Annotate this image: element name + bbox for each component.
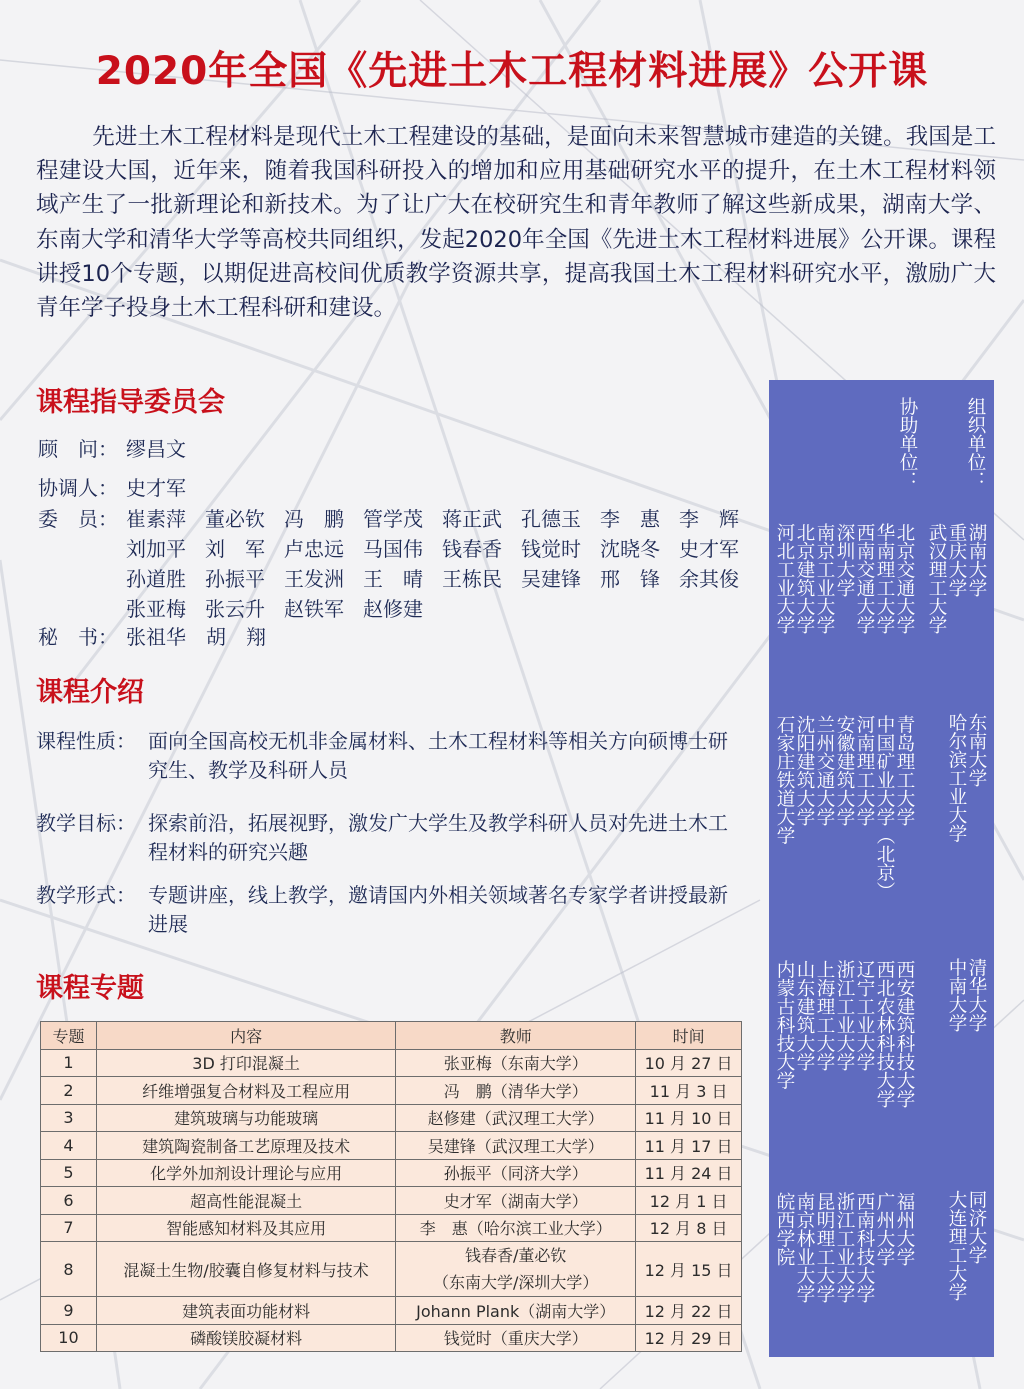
- member-name: 崔素萍: [126, 507, 186, 531]
- co-unit: 西南科技大学: [854, 1192, 875, 1303]
- teaching-form-text: 专题讲座，线上教学，邀请国内外相关领域著名专家学者讲授最新进展: [148, 883, 728, 936]
- member-name: 管学茂: [363, 507, 423, 531]
- topic-teacher: 孙振平（同济大学）: [396, 1159, 636, 1187]
- co-unit: 青岛理工大学: [894, 715, 915, 826]
- co-unit: 浙江工业大学: [834, 1192, 855, 1303]
- topic-number: 8: [41, 1242, 97, 1297]
- member-name: 刘 军: [205, 537, 265, 561]
- organizer-unit: 哈尔滨工业大学: [946, 713, 967, 843]
- secretary-label: 秘 书：: [38, 625, 118, 649]
- co-unit: 内蒙古科技大学: [774, 960, 795, 1090]
- topic-date: 11 月 10 日: [636, 1104, 742, 1132]
- coordinator-label: 协调人：: [38, 476, 118, 500]
- topic-teacher: Johann Plank（湖南大学）: [396, 1297, 636, 1325]
- members-label: 委 员：: [38, 507, 118, 531]
- organizer-unit: 湖南大学: [966, 523, 987, 597]
- topic-content: 建筑玻璃与功能玻璃: [96, 1104, 395, 1132]
- secretary-names: 张祖华 胡 翔: [126, 625, 266, 649]
- topic-teacher: 吴建锋（武汉理工大学）: [396, 1132, 636, 1160]
- member-name: 赵铁军: [284, 597, 344, 621]
- topics-table: [40, 1021, 742, 1352]
- organizer-unit: 大连理工大学: [946, 1190, 967, 1301]
- topic-date: 10 月 27 日: [636, 1049, 742, 1077]
- organizer-unit: 清华大学: [966, 958, 987, 1032]
- member-name: 张云升: [205, 597, 265, 621]
- table-row: [41, 1297, 742, 1325]
- member-name: 冯 鹏: [284, 507, 344, 531]
- member-name: 张亚梅: [126, 597, 186, 621]
- table-row: [41, 1242, 742, 1297]
- table-row: [41, 1132, 742, 1160]
- member-grid: [126, 503, 758, 623]
- intro-paragraph: 先进土木工程材料是现代土木工程建设的基础，是面向未来智慧城市建造的关键。我国是工程建设大国，近年来，随着我国科研投入的增加和应用基础研究水平的提升，在土木工程材料领域产生了一批新理论和新技术。为了让广大在校研究生和青年教师了解这些新成果，湖南大学、东南大学和清华大学等高校共同组织，发起2020年全国《先进土木工程材料进展》公开课。课程讲授10个专题，以期促进高校间优质教学资源共享，提高我国土木工程材料研究水平，激励广大青年学子投身土木工程科研和建设。: [36, 124, 996, 322]
- table-row: [41, 1187, 742, 1215]
- co-unit: 华南理工大学: [874, 523, 895, 634]
- topic-number: 6: [41, 1187, 97, 1215]
- co-unit: 中国矿业大学（北京）: [874, 715, 895, 900]
- member-name: 董必钦: [205, 507, 265, 531]
- co-unit: 南京工业大学: [814, 523, 835, 634]
- co-unit: 河北工业大学: [774, 523, 795, 634]
- member-name: 李 惠: [600, 507, 660, 531]
- topic-date: 11 月 24 日: [636, 1159, 742, 1187]
- topic-number: 1: [41, 1049, 97, 1077]
- topic-content: 超高性能混凝土: [96, 1187, 395, 1215]
- co-unit: 河南理工大学: [854, 715, 875, 826]
- member-name: 卢忠远: [284, 537, 344, 561]
- topic-teacher-line1: 钱春香/董必钦: [465, 1246, 567, 1265]
- co-unit: 石家庄铁道大学: [774, 715, 795, 845]
- topic-content: 建筑陶瓷制备工艺原理及技术: [96, 1132, 395, 1160]
- column-header: 内容: [96, 1022, 395, 1050]
- teaching-goal-label: 教学目标：: [36, 811, 136, 835]
- topic-content: 智能感知材料及其应用: [96, 1214, 395, 1242]
- topic-number: 3: [41, 1104, 97, 1132]
- advisor-label: 顾 问：: [38, 437, 118, 461]
- topic-teacher: 冯 鹏（清华大学）: [396, 1077, 636, 1105]
- co-unit: 福州大学: [894, 1192, 915, 1266]
- column-header: 时间: [636, 1022, 742, 1050]
- member-name: 吴建锋: [521, 567, 581, 591]
- member-name: 史才军: [679, 537, 739, 561]
- topic-teacher-line2: （东南大学/深圳大学）: [433, 1273, 599, 1292]
- topics-heading: 课程专题: [36, 973, 144, 1004]
- co-unit: 西北农林科技大学: [874, 960, 895, 1108]
- topic-content: 磷酸镁胶凝材料: [96, 1324, 395, 1352]
- column-header: 专题: [41, 1022, 97, 1050]
- co-unit: 广州大学: [874, 1192, 895, 1266]
- co-unit: 皖西学院: [774, 1192, 795, 1266]
- course-nature-text: 面向全国高校无机非金属材料、土木工程材料等相关方向硕博士研究生、教学及科研人员: [148, 729, 728, 782]
- topic-content: 化学外加剂设计理论与应用: [96, 1159, 395, 1187]
- member-name: 钱觉时: [521, 537, 581, 561]
- member-name: 孙振平: [205, 567, 265, 591]
- teaching-form-row: [36, 881, 746, 939]
- co-unit: 深圳大学: [834, 523, 855, 597]
- table-row: [41, 1324, 742, 1352]
- member-name: 孙道胜: [126, 567, 186, 591]
- member-name: 王发洲: [284, 567, 344, 591]
- topic-content: 建筑表面功能材料: [96, 1297, 395, 1325]
- co-unit: 辽宁工业大学: [854, 960, 875, 1071]
- member-name: 邢 锋: [600, 567, 660, 591]
- course-nature-row: [36, 727, 746, 785]
- topic-date: 11 月 17 日: [636, 1132, 742, 1160]
- topic-number: 7: [41, 1214, 97, 1242]
- member-name: 刘加平: [126, 537, 186, 561]
- teaching-goal-text: 探索前沿，拓展视野，激发广大学生及教学科研人员对先进土木工程材料的研究兴趣: [148, 811, 728, 864]
- table-row: [41, 1214, 742, 1242]
- page-title: 2020年全国《先进土木工程材料进展》公开课: [95, 49, 929, 94]
- member-name: 李 辉: [679, 507, 739, 531]
- table-row: [41, 1159, 742, 1187]
- topic-teacher: 钱觉时（重庆大学）: [396, 1324, 636, 1352]
- member-name: 蒋正武: [442, 507, 502, 531]
- co-unit: 北京交通大学: [894, 523, 915, 634]
- organizer-unit: 重庆大学: [946, 523, 967, 597]
- co-unit: 西安建筑科技大学: [894, 960, 915, 1108]
- co-unit: 西南交通大学: [854, 523, 875, 634]
- topic-date: 12 月 8 日: [636, 1214, 742, 1242]
- secretary-row: [38, 621, 266, 650]
- topic-teacher: 赵修建（武汉理工大学）: [396, 1104, 636, 1132]
- member-name: 余其俊: [679, 567, 739, 591]
- teaching-form-label: 教学形式：: [36, 883, 136, 907]
- members-row: [38, 503, 758, 623]
- co-unit: 安徽建筑大学: [834, 715, 855, 826]
- table-row: [41, 1077, 742, 1105]
- member-name: 王 晴: [363, 567, 423, 591]
- units-sidebar: [769, 380, 994, 1357]
- member-name: 赵修建: [363, 597, 423, 621]
- coordinator-name: 史才军: [126, 476, 186, 500]
- table-header-row: [41, 1022, 742, 1050]
- organizer-unit: 同济大学: [966, 1190, 987, 1264]
- member-name: 马国伟: [363, 537, 423, 561]
- advisor-name: 缪昌文: [126, 437, 186, 461]
- topic-number: 5: [41, 1159, 97, 1187]
- topic-content: 混凝土生物/胶囊自修复材料与技术: [96, 1242, 395, 1297]
- topic-date: 12 月 1 日: [636, 1187, 742, 1215]
- topic-date: 12 月 15 日: [636, 1242, 742, 1297]
- course-intro-heading: 课程介绍: [36, 677, 144, 708]
- table-row: [41, 1104, 742, 1132]
- topic-content: 3D 打印混凝土: [96, 1049, 395, 1077]
- committee-heading: 课程指导委员会: [36, 387, 225, 418]
- member-name: 沈晓冬: [600, 537, 660, 561]
- topic-number: 4: [41, 1132, 97, 1160]
- co-unit: 兰州交通大学: [814, 715, 835, 826]
- member-name: 王栋民: [442, 567, 502, 591]
- column-header: 教师: [396, 1022, 636, 1050]
- topic-date: 12 月 22 日: [636, 1297, 742, 1325]
- topic-teacher: 史才军（湖南大学）: [396, 1187, 636, 1215]
- topic-teacher: 张亚梅（东南大学）: [396, 1049, 636, 1077]
- topic-content: 纤维增强复合材料及工程应用: [96, 1077, 395, 1105]
- co-unit: 上海理工大学: [814, 960, 835, 1071]
- topic-number: 9: [41, 1297, 97, 1325]
- co-unit: 南京林业大学: [794, 1192, 815, 1303]
- topic-teacher: [396, 1242, 636, 1297]
- organizer-label: 组织单位：: [965, 397, 986, 490]
- teaching-goal-row: [36, 809, 746, 867]
- member-name: 钱春香: [442, 537, 502, 561]
- co-unit: 沈阳建筑大学: [794, 715, 815, 826]
- co-unit: 北京建筑大学: [794, 523, 815, 634]
- topic-teacher: 李 惠（哈尔滨工业大学）: [396, 1214, 636, 1242]
- organizer-unit: 中南大学: [946, 958, 967, 1032]
- topic-date: 12 月 29 日: [636, 1324, 742, 1352]
- coordinator-row: [38, 472, 186, 501]
- co-unit: 昆明理工大学: [814, 1192, 835, 1303]
- topic-date: 11 月 3 日: [636, 1077, 742, 1105]
- organizer-unit: 武汉理工大学: [926, 523, 947, 634]
- course-nature-label: 课程性质：: [36, 729, 136, 753]
- co-unit: 山东建筑大学: [794, 960, 815, 1071]
- member-name: 孔德玉: [521, 507, 581, 531]
- co-unit: 浙江工业大学: [834, 960, 855, 1071]
- topic-number: 10: [41, 1324, 97, 1352]
- advisor-row: [38, 433, 186, 462]
- co-unit-label: 协助单位：: [897, 397, 918, 490]
- topic-number: 2: [41, 1077, 97, 1105]
- table-row: [41, 1049, 742, 1077]
- organizer-unit: 东南大学: [966, 713, 987, 787]
